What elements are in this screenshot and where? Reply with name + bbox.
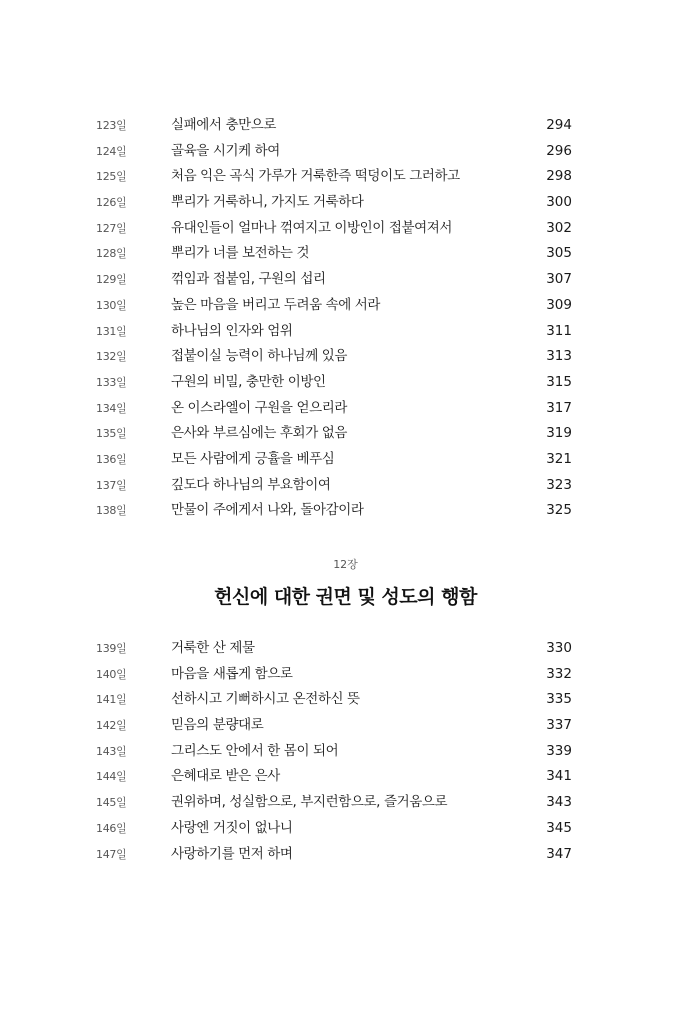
toc-entry: [0, 473, 691, 499]
toc-entry-day: 129일: [96, 273, 127, 287]
toc-entry: [0, 447, 691, 473]
toc-entry-page: 302: [546, 219, 572, 236]
toc-entry-day: 140일: [96, 667, 127, 681]
toc-entry: [0, 396, 691, 422]
toc-entry-title: 사랑하기를 먼저 하며: [171, 845, 293, 862]
toc-entry-title: 하나님의 인자와 엄위: [171, 322, 293, 339]
chapter-title: 헌신에 대한 권면 및 성도의 행함: [214, 586, 477, 608]
toc-entry-page: 296: [546, 142, 572, 159]
toc-entry-day: 134일: [96, 401, 127, 415]
toc-entry-page: 335: [546, 691, 572, 708]
toc-entry: [0, 498, 691, 524]
toc-entry-title: 뿌리가 너를 보전하는 것: [171, 245, 310, 262]
toc-entry-day: 128일: [96, 247, 127, 261]
toc-entry: [0, 113, 691, 139]
toc-entry-day: 123일: [96, 119, 127, 132]
chapter-number: 12장: [333, 558, 358, 571]
toc-entry: [0, 293, 691, 319]
toc-entry-title: 믿음의 분량대로: [171, 717, 264, 734]
toc-entry-page: 341: [546, 768, 572, 785]
toc-entry-title: 접붙이실 능력이 하나님께 있음: [171, 348, 348, 365]
toc-entry-page: 337: [546, 717, 572, 734]
toc-entry-title: 구원의 비밀, 충만한 이방인: [171, 373, 326, 390]
toc-entry-title: 꺾임과 접붙임, 구원의 섭리: [171, 271, 326, 288]
toc-entry-title: 모든 사람에게 긍휼을 베푸심: [171, 450, 335, 467]
toc-entry: [0, 370, 691, 396]
toc-entry: [0, 739, 691, 765]
toc-entry-title: 권위하며, 성실함으로, 부지런함으로, 즐거움으로: [171, 794, 448, 811]
toc-entry-title: 뿌리가 거룩하니, 가지도 거룩하다: [171, 194, 364, 211]
toc-entry-page: 307: [546, 271, 572, 288]
toc-entry-day: 132일: [96, 350, 127, 364]
toc-entry-day: 130일: [96, 298, 127, 312]
toc-entry-page: 330: [546, 640, 572, 656]
toc-entry-page: 298: [546, 168, 572, 185]
toc-entry-title: 사랑엔 거짓이 없나니: [171, 819, 293, 836]
toc-entry-title: 은혜대로 받은 은사: [171, 768, 280, 785]
toc-list-chapter-11: [0, 113, 691, 524]
toc-entry: [0, 713, 691, 739]
toc-entry-page: 321: [546, 450, 572, 467]
toc-entry: [0, 816, 691, 842]
toc-entry: [0, 790, 691, 816]
toc-entry: [0, 842, 691, 868]
toc-entry-page: 311: [546, 322, 572, 339]
toc-entry-day: 133일: [96, 375, 127, 389]
toc-entry-title: 마음을 새롭게 함으로: [171, 665, 293, 682]
toc-entry-day: 145일: [96, 796, 127, 810]
toc-entry-day: 135일: [96, 427, 127, 441]
toc-entry-title: 거룩한 산 제물: [171, 640, 255, 656]
toc-entry-day: 126일: [96, 196, 127, 210]
toc-entry-page: 294: [546, 117, 572, 133]
toc-entry-page: 343: [546, 794, 572, 811]
toc-entry: [0, 636, 691, 662]
toc-entry-page: 317: [546, 399, 572, 416]
toc-entry: [0, 344, 691, 370]
toc-entry: [0, 164, 691, 190]
toc-entry-page: 347: [546, 845, 572, 862]
toc-entry: [0, 764, 691, 790]
toc-entry: [0, 421, 691, 447]
toc-entry: [0, 662, 691, 688]
toc-entry-title: 골육을 시기케 하여: [171, 142, 280, 159]
toc-entry-page: 305: [546, 245, 572, 262]
toc-entry-title: 처음 익은 곡식 가루가 거룩한즉 떡덩이도 그러하고: [171, 168, 460, 185]
toc-entry-title: 그리스도 안에서 한 몸이 되어: [171, 742, 339, 759]
toc-entry: [0, 216, 691, 242]
toc-entry-title: 은사와 부르심에는 후회가 없음: [171, 425, 348, 442]
toc-entry: [0, 241, 691, 267]
toc-entry-title: 깊도다 하나님의 부요함이여: [171, 476, 331, 493]
toc-entry-title: 만물이 주에게서 나와, 돌아감이라: [171, 502, 364, 519]
toc-entry-day: 143일: [96, 744, 127, 758]
toc-entry-day: 137일: [96, 478, 127, 492]
toc-entry: [0, 319, 691, 345]
toc-entry-day: 131일: [96, 324, 127, 338]
toc-entry-day: 138일: [96, 504, 127, 518]
toc-entry-page: 345: [546, 819, 572, 836]
toc-entry-day: 139일: [96, 642, 127, 655]
toc-entry-page: 339: [546, 742, 572, 759]
toc-entry-title: 실패에서 충만으로: [171, 117, 277, 133]
toc-entry-title: 온 이스라엘이 구원을 얻으리라: [171, 399, 348, 416]
toc-entry-page: 309: [546, 296, 572, 313]
toc-entry: [0, 190, 691, 216]
toc-entry: [0, 267, 691, 293]
toc-entry-day: 147일: [96, 847, 127, 861]
toc-entry-page: 300: [546, 194, 572, 211]
toc-entry-page: 332: [546, 665, 572, 682]
toc-entry-page: 325: [546, 502, 572, 519]
toc-entry-day: 146일: [96, 821, 127, 835]
toc-list-chapter-12: [0, 636, 691, 867]
toc-entry-page: 323: [546, 476, 572, 493]
toc-entry-day: 124일: [96, 144, 127, 158]
toc-entry-day: 142일: [96, 719, 127, 733]
toc-entry: [0, 139, 691, 165]
toc-entry-day: 125일: [96, 170, 127, 184]
toc-entry-title: 높은 마음을 버리고 두려움 속에 서라: [171, 296, 381, 313]
toc-entry-page: 315: [546, 373, 572, 390]
toc-entry-day: 127일: [96, 221, 127, 235]
toc-entry-day: 144일: [96, 770, 127, 784]
toc-entry: [0, 687, 691, 713]
toc-entry-title: 선하시고 기뻐하시고 온전하신 뜻: [171, 691, 360, 708]
toc-entry-title: 유대인들이 얼마나 꺾여지고 이방인이 접붙여져서: [171, 219, 453, 236]
toc-entry-day: 141일: [96, 693, 127, 707]
toc-entry-day: 136일: [96, 452, 127, 466]
toc-entry-page: 313: [546, 348, 572, 365]
toc-entry-page: 319: [546, 425, 572, 442]
